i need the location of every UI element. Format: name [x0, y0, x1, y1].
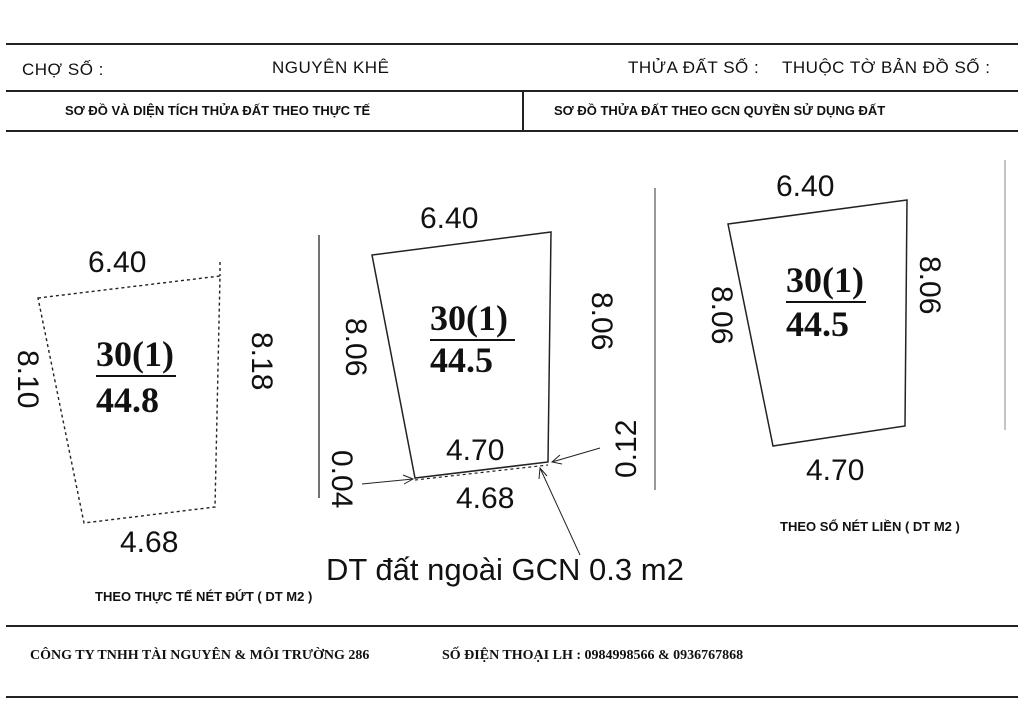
footer-phone: SỐ ĐIỆN THOẠI LH : 0984998566 & 0936767868: [442, 648, 744, 663]
plot-gcn-top-dim: 6.40: [776, 170, 835, 203]
plot-gcn-caption: THEO SỔ NÉT LIỀN ( DT M2 ): [780, 519, 960, 534]
place-name: NGUYÊN KHÊ: [272, 58, 390, 77]
map-sheet-label: THUỘC TỜ BẢN ĐỒ SỐ :: [782, 58, 991, 77]
footer-company: CÔNG TY TNHH TÀI NGUYÊN & MÔI TRƯỜNG 286: [30, 648, 370, 663]
plot-actual-right-dim: 8.18: [245, 332, 278, 391]
note-leader-arrow: [540, 468, 580, 555]
plot-actual-area: 44.8: [96, 380, 159, 420]
plot-gcn-parcel: 30(1): [786, 260, 864, 300]
plot-actual-top-dim: 6.40: [88, 246, 147, 279]
parcel-number-label: THỬA ĐẤT SỐ :: [628, 58, 760, 77]
plot-gcn-right-dim: 8.06: [913, 256, 946, 315]
plot-overlay-parcel: 30(1): [430, 298, 508, 338]
plot-overlay-dashed-bottom: [415, 465, 548, 480]
plot-actual-bottom-dim: 4.68: [120, 526, 179, 559]
plot-actual-caption: THEO THỰC TẾ NÉT ĐỨT ( DT M2 ): [95, 589, 313, 604]
cho-so-label: CHỢ SỐ :: [22, 60, 104, 79]
subheader-right: SƠ ĐỒ THỬA ĐẤT THEO GCN QUYỀN SỬ DỤNG ĐẤT: [554, 103, 886, 118]
plot-overlay-top-dim: 6.40: [420, 202, 479, 235]
right-offset-arrow: [552, 448, 600, 462]
plot-overlay-left-offset: 0.04: [325, 450, 358, 509]
subheader-left: SƠ ĐỒ VÀ DIỆN TÍCH THỬA ĐẤT THEO THỰC TẾ: [65, 103, 371, 118]
plot-overlay-bottom-inner-dim: 4.70: [446, 434, 505, 467]
plot-overlay-bottom-outer-dim: 4.68: [456, 482, 515, 515]
plot-gcn-left-dim: 8.06: [705, 286, 738, 345]
outside-gcn-note: DT đất ngoài GCN 0.3 m2: [326, 552, 684, 587]
plot-actual-parcel: 30(1): [96, 334, 174, 374]
plot-gcn-bottom-dim: 4.70: [806, 454, 865, 487]
plot-overlay-left-dim: 8.06: [339, 318, 372, 377]
plot-overlay-right-dim: 8.06: [585, 292, 618, 351]
plot-overlay-right-offset: 0.12: [610, 419, 643, 478]
plot-actual-left-dim: 8.10: [11, 350, 44, 409]
plot-overlay-area: 44.5: [430, 340, 493, 380]
plot-gcn-area: 44.5: [786, 304, 849, 344]
